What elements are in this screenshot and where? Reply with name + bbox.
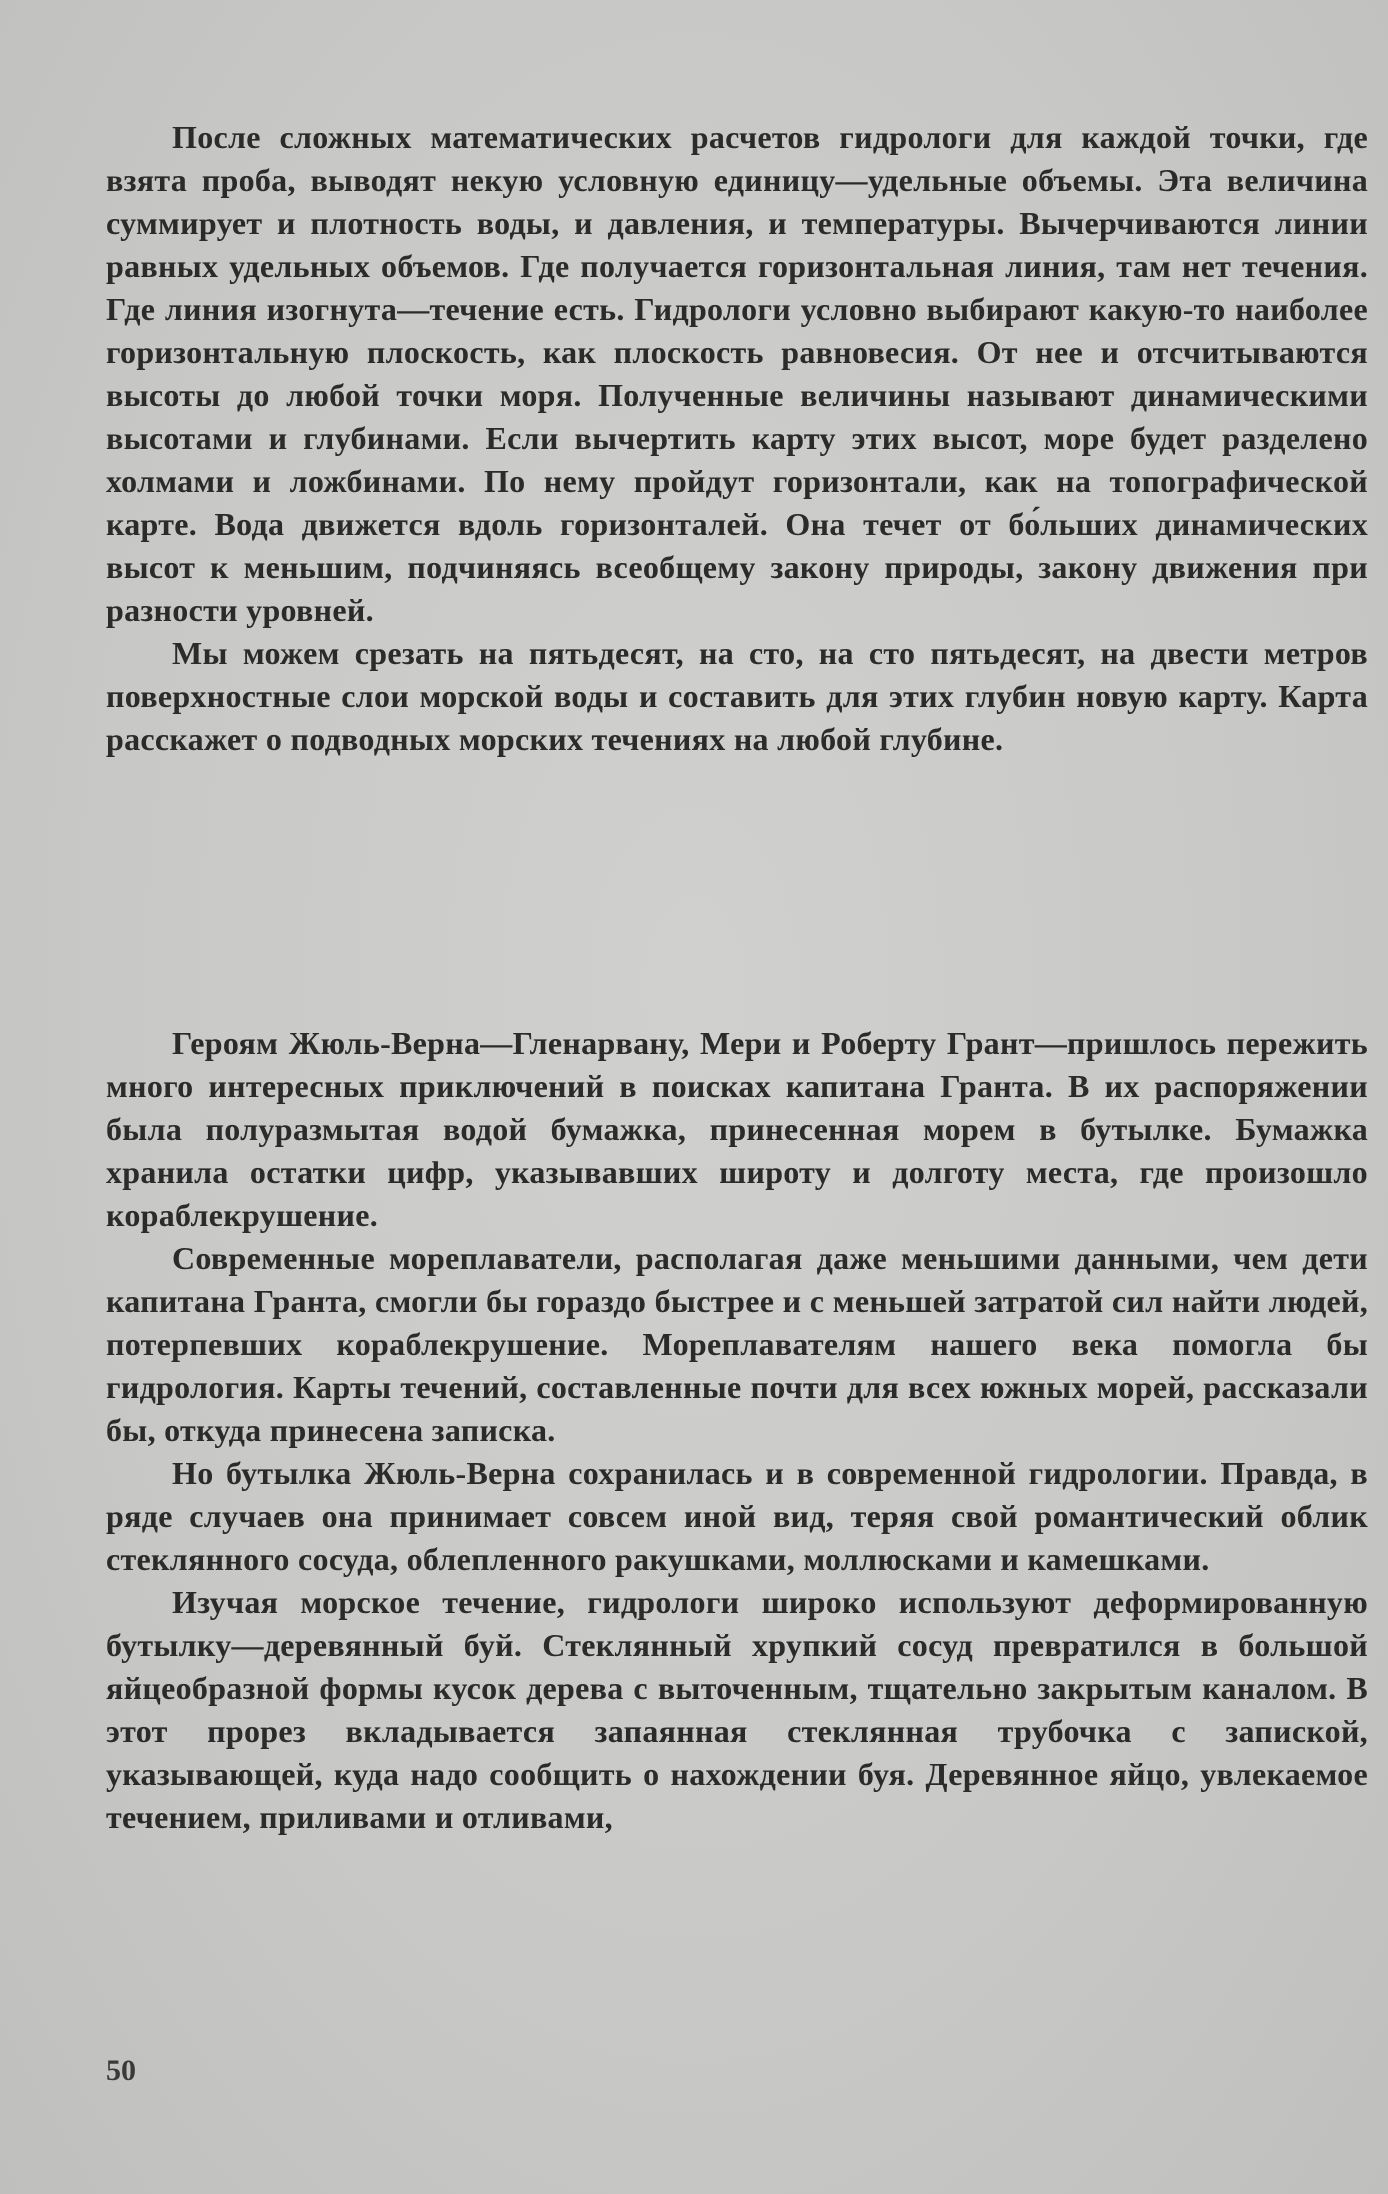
paragraph: Но бутылка Жюль-Верна сохранилась и в современной гидрологии. Правда, в ряде случаев она принимает совсем иной вид, теряя свой романтический облик стеклянного сосуда, облепленного ракушками, моллюсками и камешками.: [106, 1455, 1368, 1577]
text-section-1: [106, 116, 1368, 761]
paragraph: После сложных математических расчетов гидрологи для каждой точки, где взята проба, выводят некую условную единицу—удельные объемы. Эта величина суммирует и плотность воды, и давления, и температуры. Вычерчиваются линии равных удельных объемов. Где получается горизонтальная линия, там нет течения. Где линия изогнута—течение есть. Гидрологи условно выбирают какую-то наиболее горизонтальную плоскость, как плоскость равновесия. От нее и отсчитываются высоты до любой точки моря. Полученные величины называют динамическими высотами и глубинами. Если вычертить карту этих высот, море будет разделено холмами и ложбинами. По нему пройдут горизонтали, как на топографической карте. Вода движется вдоль горизонталей. Она течет от бо́льших динамических высот к меньшим, подчиняясь всеобщему закону природы, закону движения при разности уровней.: [106, 119, 1368, 628]
page-number: 50: [106, 2054, 136, 2087]
paragraph: Мы можем срезать на пятьдесят, на сто, на сто пятьдесят, на двести метров поверхностные слои морской воды и составить для этих глубин новую карту. Карта расскажет о подводных морских течениях на любой глубине.: [106, 635, 1368, 757]
text-section-2: [106, 1022, 1368, 1839]
paragraph: Современные мореплаватели, располагая даже меньшими данными, чем дети капитана Гранта, смогли бы гораздо быстрее и с меньшей затратой сил найти людей, потерпевших кораблекрушение. Мореплавателям нашего века помогла бы гидрология. Карты течений, составленные почти для всех южных морей, рассказали бы, откуда принесена записка.: [106, 1240, 1368, 1448]
paragraph: Изучая морское течение, гидрологи широко используют деформированную бутылку—деревянный буй. Стеклянный хрупкий сосуд превратился в большой яйцеобразной формы кусок дерева с выточенным, тщательно закрытым каналом. В этот прорез вкладывается запаянная стеклянная трубочка с запиской, указывающей, куда надо сообщить о нахождении буя. Деревянное яйцо, увлекаемое течением, приливами и отливами,: [106, 1584, 1368, 1835]
paragraph: Героям Жюль-Верна—Гленарвану, Мери и Роберту Грант—пришлось пережить много интересных приключений в поисках капитана Гранта. В их распоряжении была полуразмытая водой бумажка, принесенная морем в бутылке. Бумажка хранила остатки цифр, указывавших широту и долготу места, где произошло кораблекрушение.: [106, 1025, 1368, 1233]
